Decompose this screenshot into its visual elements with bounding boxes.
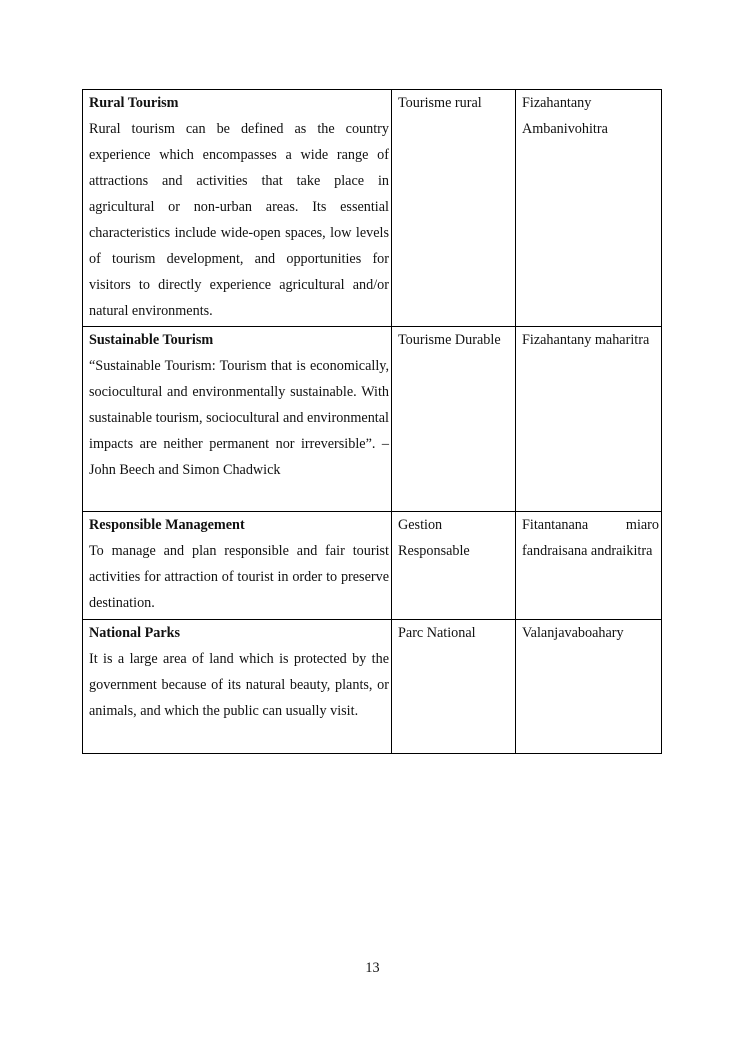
term-cell <box>83 620 392 754</box>
malagasy-translation: Fitantanana miaro fandraisana andraikitra <box>522 517 659 559</box>
term-definition: To manage and plan responsible and fair tourist activities for attraction of tourist in order to preserve destination. <box>89 543 389 611</box>
malagasy-translation: Fizahantany Ambanivohitra <box>522 95 608 137</box>
french-cell <box>392 620 516 754</box>
french-translation: Gestion Responsable <box>398 517 470 559</box>
french-cell <box>392 90 516 327</box>
malagasy-cell <box>516 620 662 754</box>
french-cell <box>392 327 516 512</box>
malagasy-translation: Valanjavaboahary <box>522 625 624 641</box>
french-cell <box>392 512 516 620</box>
malagasy-cell <box>516 90 662 327</box>
table-row <box>83 327 662 512</box>
page-number: 13 <box>365 960 380 976</box>
term-title: Responsible Management <box>89 517 245 533</box>
malagasy-translation: Fizahantany maharitra <box>522 332 650 348</box>
term-cell <box>83 90 392 327</box>
term-cell <box>83 327 392 512</box>
table-row <box>83 620 662 754</box>
table-row <box>83 512 662 620</box>
term-title: Sustainable Tourism <box>89 332 214 348</box>
term-definition: “Sustainable Tourism: Tourism that is economically, sociocultural and environmentally sustainable. With sustainable tourism, sociocultural and environmental impacts are neither permanent nor irreversible”. – John Beech and Simon Chadwick <box>89 358 389 478</box>
term-title: National Parks <box>89 625 181 641</box>
french-translation: Tourisme Durable <box>398 332 501 348</box>
french-translation: Tourisme rural <box>398 95 482 111</box>
malagasy-cell <box>516 512 662 620</box>
term-title: Rural Tourism <box>89 95 179 111</box>
term-cell <box>83 512 392 620</box>
glossary-table <box>82 89 662 754</box>
french-translation: Parc National <box>398 625 476 641</box>
term-definition: Rural tourism can be defined as the country experience which encompasses a wide range of attractions and activities that take place in agricultural or non-urban areas. Its essential characteristics include wide-open spaces, low levels of tourism development, and opportunities for visitors to directly experience agricultural and/or natural environments. <box>89 121 389 319</box>
table-row <box>83 90 662 327</box>
term-definition: It is a large area of land which is protected by the government because of its natural beauty, plants, or animals, and which the public can usually visit. <box>89 651 389 719</box>
malagasy-cell <box>516 327 662 512</box>
